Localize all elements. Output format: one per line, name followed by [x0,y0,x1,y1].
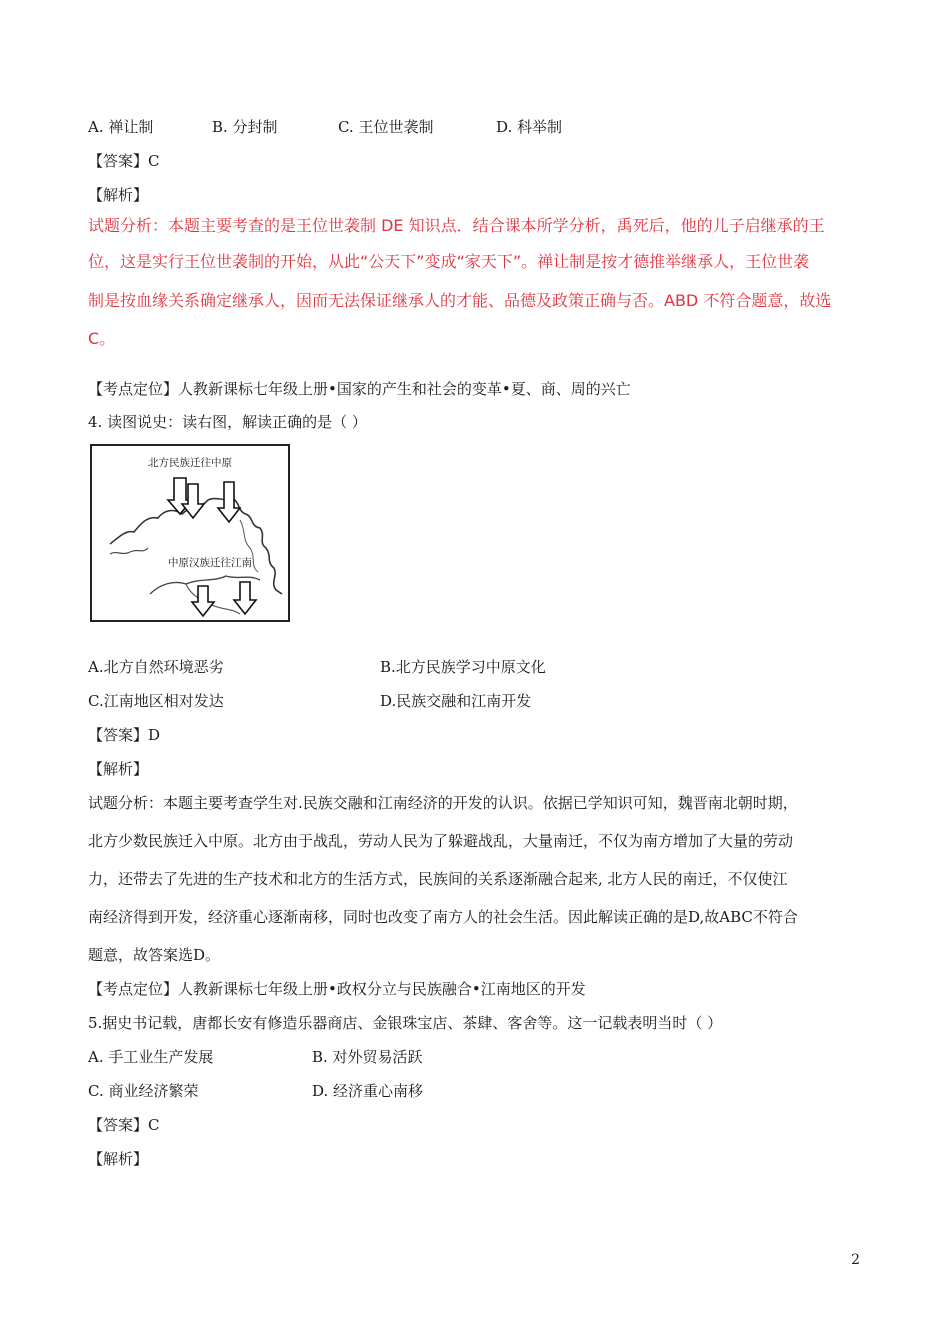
q4-analysis-line: 力，还带去了先进的生产技术和北方的生活方式，民族间的关系逐渐融合起来, 北方人民的南迁，不仅使江 [88,870,788,888]
q4-analysis-label: 【解析】 [88,760,149,778]
q5-option-c: C. 商业经济繁荣 [88,1082,199,1100]
map-label-south: 中原汉族迁往江南 [168,557,252,569]
q5-answer: 【答案】C [88,1116,160,1134]
page-number: 2 [851,1252,860,1268]
q4-option-c: C.江南地区相对发达 [88,692,224,710]
map-label-north: 北方民族迁往中原 [148,457,232,469]
q3-analysis-line: 制是按血缘关系确定继承人，因而无法保证继承人的才能、品德及政策正确与否。ABD 不符合题意，故选 [88,291,832,310]
q5-option-a: A. 手工业生产发展 [88,1048,214,1066]
q3-option-b: B. 分封制 [212,118,278,136]
q3-analysis-label: 【解析】 [88,186,149,204]
q4-analysis-line: 北方少数民族迁入中原。北方由于战乱，劳动人民为了躲避战乱，大量南迁，不仅为南方增加了大量的劳动 [88,832,794,850]
q5-stem: 5.据史书记载，唐都长安有修造乐器商店、金银珠宝店、茶肆、客舍等。这一记载表明当时（ ） [88,1014,723,1032]
q4-option-b: B.北方民族学习中原文化 [380,658,546,676]
q3-analysis-line: 试题分析：本题主要考查的是王位世袭制 DE 知识点．结合课本所学分析，禹死后，他的儿子启继承的王 [88,216,825,235]
q4-analysis-line: 南经济得到开发，经济重心逐渐南移，同时也改变了南方人的社会生活。因此解读正确的是D,故ABC不符合 [88,908,798,926]
q3-kaodian: 【考点定位】人教新课标七年级上册•国家的产生和社会的变革•夏、商、周的兴亡 [88,380,631,398]
q4-stem: 4. 读图说史：读右图，解读正确的是（ ） [88,413,367,431]
q4-analysis-line: 题意，故答案选D。 [88,946,221,964]
q3-option-a: A. 禅让制 [88,118,154,136]
q5-analysis-label: 【解析】 [88,1150,149,1168]
q4-answer: 【答案】D [88,726,161,744]
q5-option-b: B. 对外贸易活跃 [312,1048,423,1066]
q4-option-a: A.北方自然环境恶劣 [88,658,224,676]
q3-answer: 【答案】C [88,152,160,170]
q3-option-c: C. 王位世袭制 [338,118,434,136]
q4-analysis-line: 试题分析：本题主要考查学生对.民族交融和江南经济的开发的认识。依据已学知识可知，魏晋南北朝时期， [88,794,798,812]
q4-option-d: D.民族交融和江南开发 [380,692,532,710]
q4-kaodian: 【考点定位】人教新课标七年级上册•政权分立与民族融合•江南地区的开发 [88,980,586,998]
migration-map [90,444,290,622]
q5-option-d: D. 经济重心南移 [312,1082,424,1100]
q3-option-d: D. 科举制 [496,118,563,136]
q3-analysis-line: C。 [88,329,116,348]
q3-analysis-line: 位，这是实行王位世袭制的开始，从此“公天下”变成“家天下”。禅让制是按才德推举继承人，王位世袭 [88,252,810,271]
